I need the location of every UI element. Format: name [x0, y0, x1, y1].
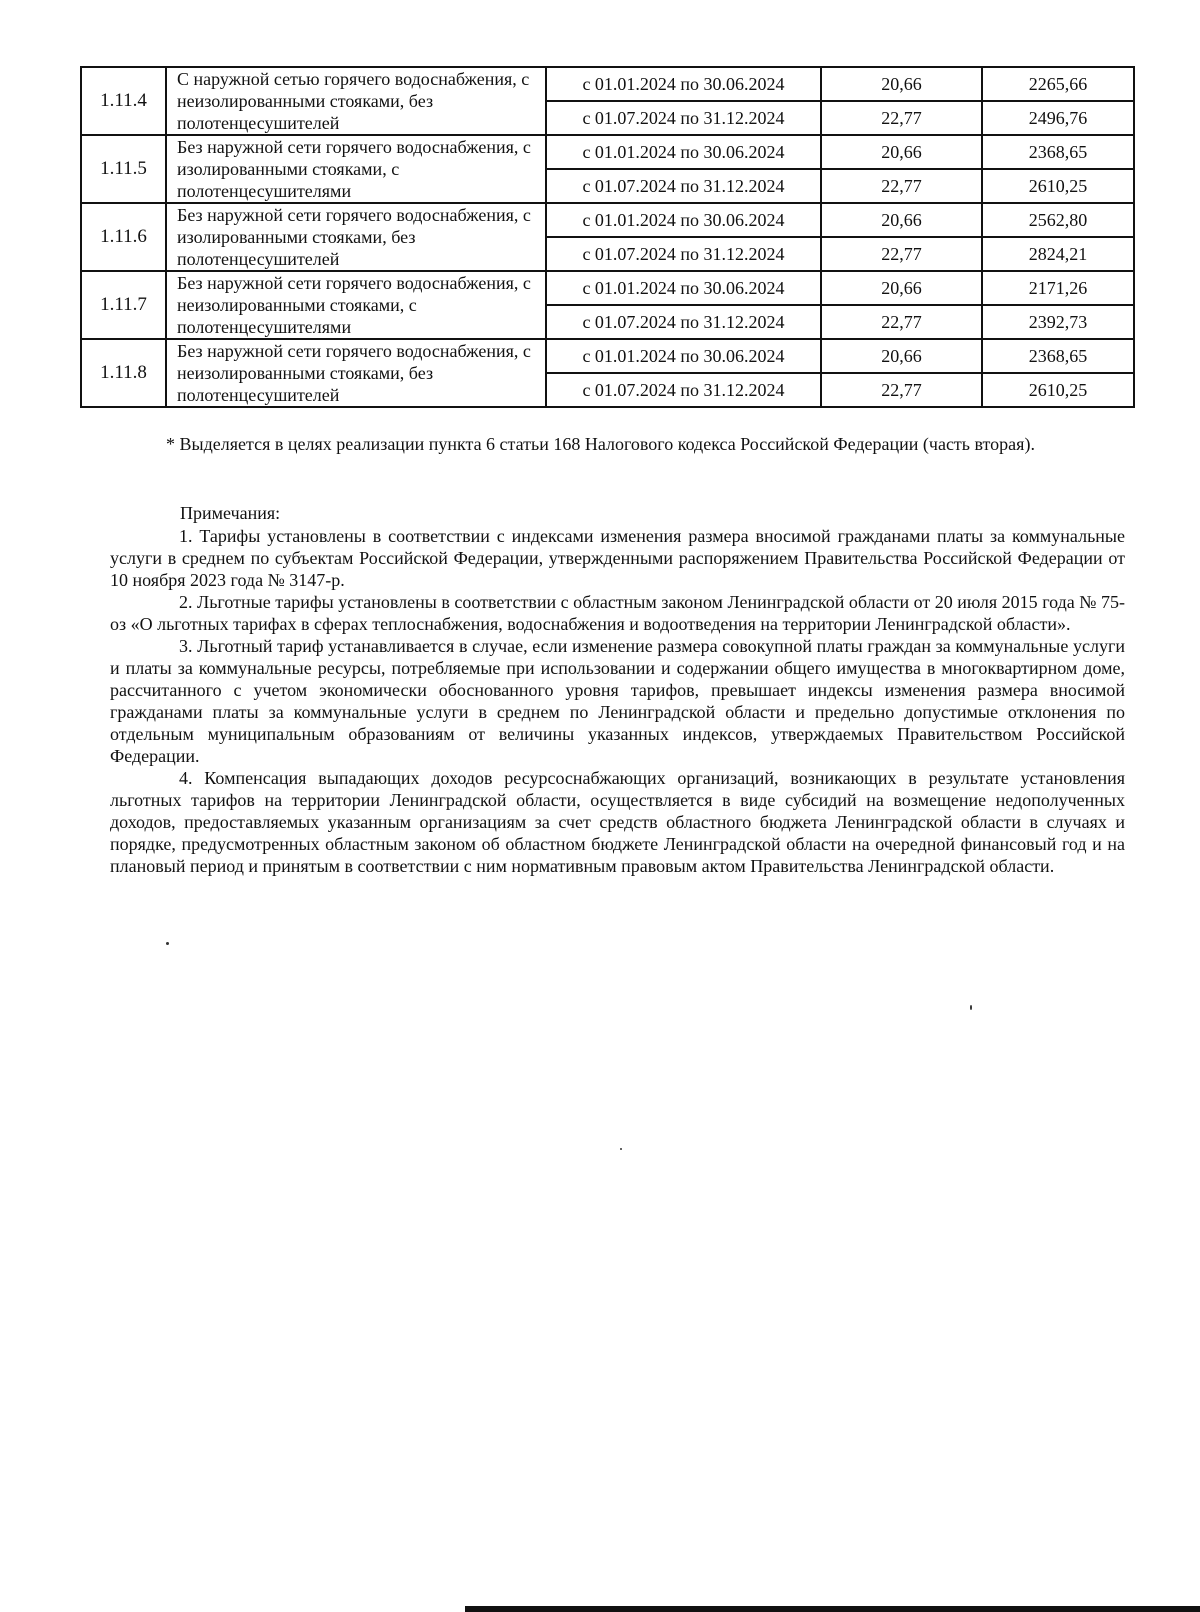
- rate-cell: 22,77: [821, 237, 982, 271]
- row-code: 1.11.8: [81, 339, 166, 407]
- value-cell: 2368,65: [982, 135, 1134, 169]
- period-cell: с 01.07.2024 по 31.12.2024: [546, 305, 821, 339]
- value-cell: 2171,26: [982, 271, 1134, 305]
- rate-cell: 22,77: [821, 305, 982, 339]
- rate-cell: 20,66: [821, 67, 982, 101]
- value-cell: 2610,25: [982, 373, 1134, 407]
- notes-heading: Примечания:: [180, 503, 281, 523]
- notes-section: [110, 502, 1125, 877]
- note-item: 3. Льготный тариф устанавливается в случае, если изменение размера совокупной платы граждан за коммунальные услуги и платы за коммунальные ресурсы, потребляемые при использовании и содержании общего имущества в многоквартирном доме, рассчитанного с учетом экономически обоснованного уровня тарифов, превышает индексы изменения размера вносимой гражданами платы за коммунальные услуги в среднем по Ленинградской области и предельно допустимые отклонения по отдельным муниципальным образованиям от величины указанных индексов, утверждаемых Правительством Российской Федерации.: [110, 636, 1125, 766]
- value-cell: 2368,65: [982, 339, 1134, 373]
- period-cell: с 01.07.2024 по 31.12.2024: [546, 169, 821, 203]
- footnote-text: * Выделяется в целях реализации пункта 6 статьи 168 Налогового кодекса Российской Федерации (часть вторая).: [166, 434, 1035, 454]
- period-cell: с 01.01.2024 по 30.06.2024: [546, 135, 821, 169]
- table-row: [81, 67, 1134, 101]
- row-description: Без наружной сети горячего водоснабжения, с изолированными стояками, с полотенцесушителями: [166, 135, 546, 203]
- row-code: 1.11.6: [81, 203, 166, 271]
- period-cell: с 01.07.2024 по 31.12.2024: [546, 101, 821, 135]
- period-cell: с 01.01.2024 по 30.06.2024: [546, 339, 821, 373]
- scan-speck: [970, 1005, 972, 1010]
- scan-edge-line: [465, 1606, 1200, 1612]
- row-description: Без наружной сети горячего водоснабжения, с изолированными стояками, без полотенцесушителей: [166, 203, 546, 271]
- note-item: 4. Компенсация выпадающих доходов ресурсоснабжающих организаций, возникающих в результате установления льготных тарифов на территории Ленинградской области, осуществляется в виде субсидий на возмещение недополученных доходов, предоставляемых указанным организациям за счет средств областного бюджета Ленинградской области в случаях и порядке, предусмотренных областным законом об областном бюджете Ленинградской области на очередной финансовый год и на плановый период и принятым в соответствии с ним нормативным правовым актом Правительства Ленинградской области.: [110, 768, 1125, 876]
- rate-cell: 22,77: [821, 101, 982, 135]
- table-row: [81, 135, 1134, 169]
- value-cell: 2824,21: [982, 237, 1134, 271]
- table-row: [81, 339, 1134, 373]
- table-row: [81, 271, 1134, 305]
- rate-cell: 20,66: [821, 203, 982, 237]
- footnote: [110, 433, 1125, 455]
- table-row: [81, 203, 1134, 237]
- scan-speck: [166, 942, 169, 945]
- value-cell: 2265,66: [982, 67, 1134, 101]
- scan-speck: [620, 1148, 622, 1150]
- value-cell: 2392,73: [982, 305, 1134, 339]
- value-cell: 2562,80: [982, 203, 1134, 237]
- row-description: С наружной сетью горячего водоснабжения, с неизолированными стояками, без полотенцесушителей: [166, 67, 546, 135]
- rate-cell: 20,66: [821, 339, 982, 373]
- row-code: 1.11.4: [81, 67, 166, 135]
- rate-cell: 22,77: [821, 169, 982, 203]
- period-cell: с 01.01.2024 по 30.06.2024: [546, 271, 821, 305]
- period-cell: с 01.01.2024 по 30.06.2024: [546, 67, 821, 101]
- row-description: Без наружной сети горячего водоснабжения, с неизолированными стояками, с полотенцесушителями: [166, 271, 546, 339]
- row-description: Без наружной сети горячего водоснабжения, с неизолированными стояками, без полотенцесушителей: [166, 339, 546, 407]
- value-cell: 2610,25: [982, 169, 1134, 203]
- period-cell: с 01.07.2024 по 31.12.2024: [546, 237, 821, 271]
- rate-cell: 20,66: [821, 135, 982, 169]
- period-cell: с 01.07.2024 по 31.12.2024: [546, 373, 821, 407]
- note-item: 1. Тарифы установлены в соответствии с индексами изменения размера вносимой гражданами платы за коммунальные услуги в среднем по субъектам Российской Федерации, утвержденными распоряжением Правительства Российской Федерации от 10 ноября 2023 года № 3147-р.: [110, 526, 1125, 590]
- row-code: 1.11.5: [81, 135, 166, 203]
- note-item: 2. Льготные тарифы установлены в соответствии с областным законом Ленинградской области от 20 июля 2015 года № 75-оз «О льготных тарифах в сферах теплоснабжения, водоснабжения и водоотведения на территории Ленинградской области».: [110, 592, 1125, 634]
- period-cell: с 01.01.2024 по 30.06.2024: [546, 203, 821, 237]
- row-code: 1.11.7: [81, 271, 166, 339]
- tariff-table: [80, 66, 1135, 408]
- rate-cell: 22,77: [821, 373, 982, 407]
- value-cell: 2496,76: [982, 101, 1134, 135]
- rate-cell: 20,66: [821, 271, 982, 305]
